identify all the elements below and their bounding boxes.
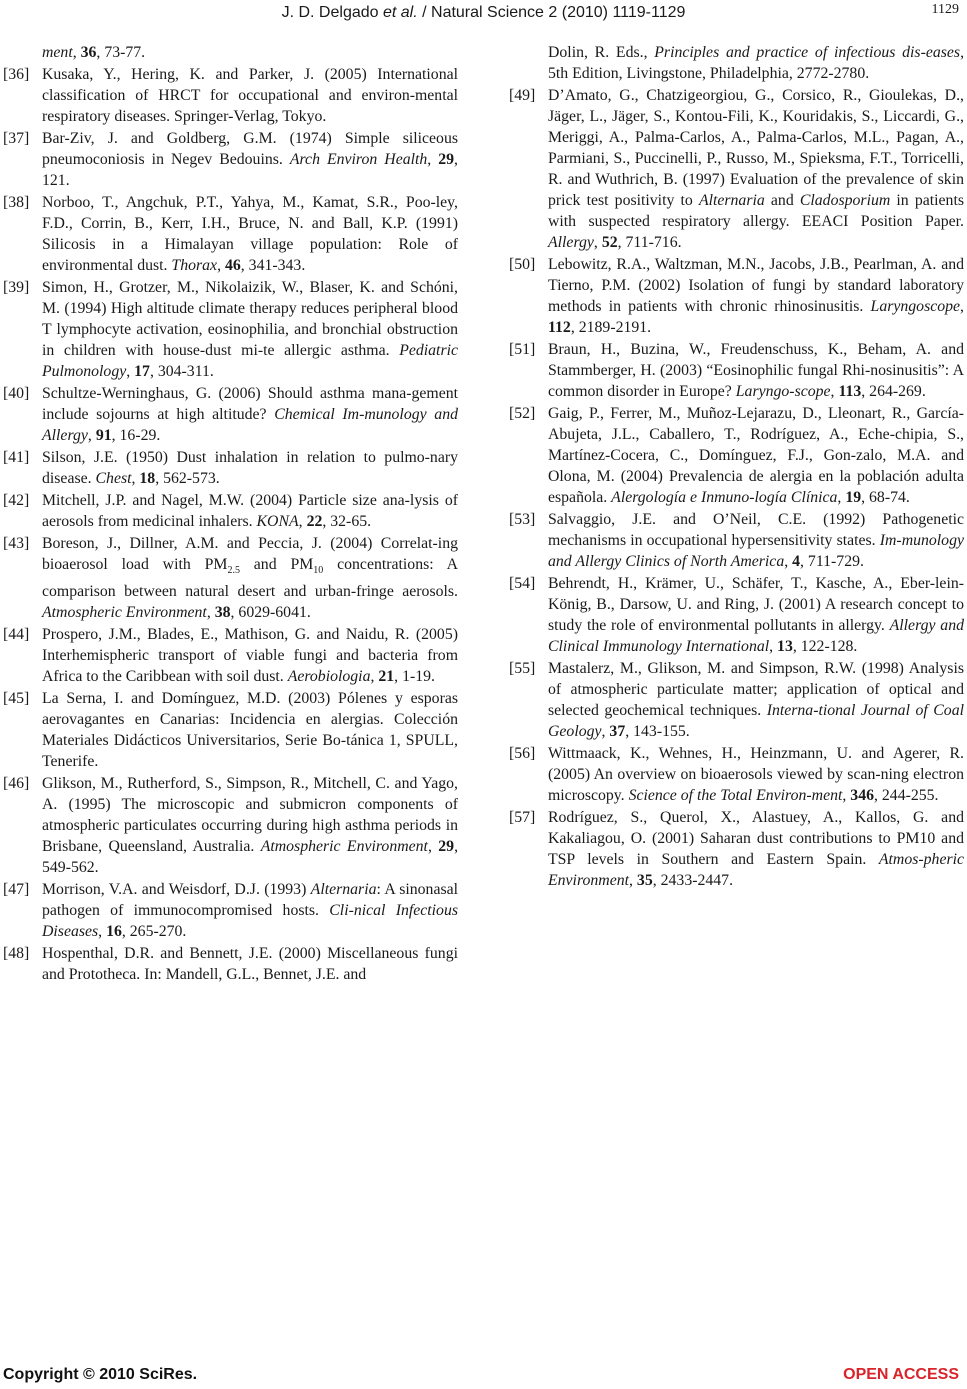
reference-entry — [506, 509, 964, 572]
reference-number: [48] — [3, 945, 30, 963]
reference-text: ment, 36, 73-77. — [42, 44, 146, 61]
reference-entry — [0, 879, 458, 942]
reference-text: Wittmaack, K., Wehnes, H., Heinzmann, U. and Agerer, R. (2005) An overview on bioaerosols viewed by scan-ning electron microscopy. Science of the Total Environ-ment, 346, 244-255. — [548, 745, 964, 804]
reference-entry — [0, 533, 458, 623]
reference-text: Silson, J.E. (1950) Dust inhalation in relation to pulmo-nary disease. Chest, 18, 562-573. — [42, 449, 458, 487]
reference-entry — [0, 490, 458, 532]
reference-entry — [0, 624, 458, 687]
reference-text: Morrison, V.A. and Weisdorf, D.J. (1993) Alternaria: A sinonasal pathogen of immunocompromised hosts. Cli-nical Infectious Diseases, 16, 265-270. — [42, 881, 459, 941]
reference-number: [41] — [3, 449, 30, 466]
reference-number: [40] — [3, 385, 30, 402]
reference-number: [57] — [509, 809, 536, 826]
reference-entry — [0, 277, 458, 382]
reference-text: Lebowitz, R.A., Waltzman, M.N., Jacobs, J.B., Pearlman, A. and Tierno, P.M. (2002) Isolation of fungi by standard laboratory methods in patients with chronic rhinosinusitis. Laryngoscope, 112, 2189-2191. — [548, 256, 964, 336]
running-title: J. D. Delgado et al. / Natural Science 2 (2010) 1119-1129 — [281, 4, 686, 21]
reference-number: [55] — [509, 660, 536, 677]
reference-number: [54] — [509, 575, 536, 592]
copyright-notice: Copyright © 2010 SciRes. — [3, 1366, 198, 1383]
reference-entry — [506, 807, 964, 891]
reference-number: [43] — [3, 535, 30, 552]
reference-entry — [0, 447, 458, 489]
reference-number: [37] — [3, 130, 30, 147]
reference-entry — [0, 943, 458, 985]
reference-entry — [0, 773, 458, 878]
reference-number: [42] — [3, 492, 30, 509]
reference-number: [53] — [509, 511, 536, 528]
reference-text: Prospero, J.M., Blades, E., Mathison, G. and Naidu, R. (2005) Interhemispheric transport of viable fungi and bacteria from Africa to the Caribbean with soil dust. Aerobiologia, 21, 1-19. — [42, 626, 458, 686]
reference-entry — [506, 85, 964, 253]
reference-number: [50] — [509, 256, 536, 273]
reference-entry — [0, 688, 458, 772]
open-access-label: OPEN ACCESS — [843, 1366, 959, 1383]
reference-number: [44] — [3, 626, 30, 644]
page-footer — [0, 1366, 967, 1388]
running-header — [0, 2, 967, 24]
references-left-column — [0, 42, 458, 986]
reference-entry — [0, 383, 458, 446]
reference-entry — [506, 658, 964, 742]
reference-text: Mastalerz, M., Glikson, M. and Simpson, R.W. (1998) Analysis of atmospheric particulate matter; application of optical and selected geochemical techniques. Interna-tional Journal of Coal Geology, 37, 143-155. — [548, 660, 964, 740]
reference-number: [56] — [509, 745, 536, 762]
reference-entry — [506, 254, 964, 338]
reference-entry — [0, 42, 458, 63]
reference-number: [46] — [3, 775, 30, 793]
reference-number: [51] — [509, 341, 536, 358]
reference-entry — [0, 192, 458, 276]
reference-text: Hospenthal, D.R. and Bennett, J.E. (2000) Miscellaneous fungi and Prototheca. In: Mandell, G.L., Bennet, J.E. and — [42, 945, 458, 984]
reference-entry — [506, 339, 964, 402]
reference-text: Gaig, P., Ferrer, M., Muñoz-Lejarazu, D., Lleonart, R., García-Abujeta, J.L., Caballero, T., Rodríguez, A., Eche-chipia, S., Martínez-Cocera, C., Domínguez, F.J., Gon-zalo, M.A. and Olona, M. (2004) Prevalencia de alergia en la población adulta española. Alergología e Inmuno-logía Clínica, 19, 68-74. — [548, 405, 964, 506]
reference-text: Schultze-Werninghaus, G. (2006) Should asthma mana-gement include sojourns at high altitude? Chemical Im-munology and Allergy, 91, 16-29. — [42, 385, 458, 444]
reference-number: [47] — [3, 881, 30, 899]
reference-text: Rodríguez, S., Querol, X., Alastuey, A., Kallos, G. and Kakaliagou, O. (2001) Saharan dust contributions to PM10 and TSP levels in Southern and Eastern Spain. Atmos-pheric Environment, 35, 2433-2447. — [548, 809, 964, 889]
reference-number: [36] — [3, 66, 30, 83]
reference-entry — [506, 403, 964, 508]
reference-text: Simon, H., Grotzer, M., Nikolaizik, W., Blaser, K. and Schóni, M. (1994) High altitude climate therapy reduces peripheral blood T lymphocyte activation, eosinophilia, and bronchial obstruction in children with house-dust mi-te allergic asthma. Pediatric Pulmonology, 17, 304-311. — [42, 279, 458, 380]
reference-text: La Serna, I. and Domínguez, M.D. (2003) Pólenes y esporas aerovagantes en Canarias: Incidencia en alergias. Colección Materiales Didácticos Universitarios, Serie Bo-tánica 1, SPULL, Tenerife. — [42, 690, 458, 771]
reference-text: Glikson, M., Rutherford, S., Simpson, R., Mitchell, C. and Yago, A. (1995) The microscopic and submicron components of atmospheric particulates occurring during high asthma periods in Brisbane, Queensland, Australia. Atmospheric Environment, 29, 549-562. — [42, 775, 459, 877]
reference-text: Braun, H., Buzina, W., Freudenschuss, K., Beham, A. and Stammberger, H. (2003) “Eosinophilic fungal Rhi-nosinusitis”: A common disorder in Europe? Laryngo-scope, 113, 264-269. — [548, 341, 964, 400]
reference-text: Salvaggio, J.E. and O’Neil, C.E. (1992) Pathogenetic mechanisms in occupational hypersensitivity states. Im-munology and Allergy Clinics of North America, 4, 711-729. — [548, 511, 964, 570]
reference-text: Behrendt, H., Krämer, U., Schäfer, T., Kasche, A., Eber-lein-König, B., Darsow, U. and Ring, J. (2001) A research concept to study the role of environmental pollutants in allergy. Allergy and Clinical Immunology International, 13, 122-128. — [548, 575, 964, 655]
reference-entry — [0, 64, 458, 127]
reference-text: D’Amato, G., Chatzigeorgiou, G., Corsico, R., Gioulekas, D., Jäger, L., Jäger, S., Kontou-Fili, K., Kouridakis, S., Liccardi, G., Meriggi, A., Palma-Carlos, A., Palma-Carlos, M.L., Pagan, A., Parmiani, S., Puccinelli, P., Russo, M., Spieksma, F.T., Torricelli, R. and Wuthrich, B. (1997) Evaluation of the prevalence of skin prick test positivity to Alternaria and Cladosporium in patients with suspected respiratory allergy. EEACI Position Paper. Allergy, 52, 711-716. — [548, 87, 964, 251]
reference-text: Norboo, T., Angchuk, P.T., Yahya, M., Kamat, S.R., Poo-ley, F.D., Corrin, B., Kerr, I.H., Bruce, N. and Ball, K.P. (1991) Silicosis in a Himalayan village population: Role of environmental dust. Thorax, 46, 341-343. — [42, 194, 458, 274]
reference-number: [45] — [3, 690, 30, 708]
reference-text: Boreson, J., Dillner, A.M. and Peccia, J. (2004) Correlat-ing bioaerosol load with $PM_{2.5}$ and $PM_{10}$ concentrations: A comparison between natural desert and urban-fringe aerosols. Atmospheric Environment, 38, 6029-6041. — [42, 535, 459, 622]
reference-number: [38] — [3, 194, 30, 211]
reference-number: [52] — [509, 405, 536, 422]
reference-entry — [506, 743, 964, 806]
reference-text: Dolin, R. Eds., Principles and practice of infectious dis-eases, 5th Edition, Livingstone, Philadelphia, 2772-2780. — [548, 44, 965, 82]
reference-text: Mitchell, J.P. and Nagel, M.W. (2004) Particle size ana-lysis of aerosols from medicinal inhalers. KONA, 22, 32-65. — [42, 492, 458, 530]
reference-text: Kusaka, Y., Hering, K. and Parker, J. (2005) International classification of HRCT for occupational and environ-mental respiratory diseases. Springer-Verlag, Tokyo. — [42, 66, 458, 125]
reference-entry — [506, 42, 964, 84]
reference-entry — [506, 573, 964, 657]
reference-text: Bar-Ziv, J. and Goldberg, G.M. (1974) Simple siliceous pneumoconiosis in Negev Bedouins. Arch Environ Health, 29, 121. — [42, 130, 458, 189]
reference-entry — [0, 128, 458, 191]
reference-number: [49] — [509, 87, 536, 104]
references-right-column — [506, 42, 964, 892]
reference-number: [39] — [3, 279, 30, 296]
page-number: 1129 — [931, 2, 959, 17]
